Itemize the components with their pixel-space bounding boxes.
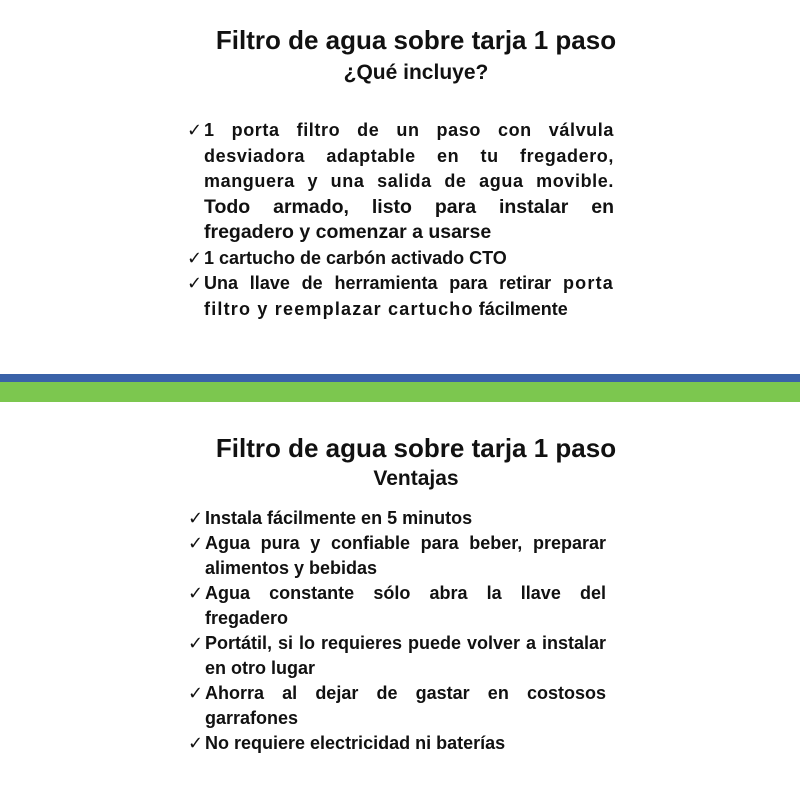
checkmark-icon: ✓	[188, 583, 204, 603]
list-item	[187, 271, 614, 322]
checkmark-icon: ✓	[187, 273, 203, 293]
list-item-text: Ahorra al dejar de gastar en costosos garrafones	[205, 683, 606, 728]
checkmark-icon: ✓	[188, 633, 204, 653]
includes-section	[0, 0, 800, 374]
list-item-text: Instala fácilmente en 5 minutos	[205, 508, 473, 528]
list-item-text: Agua constante sólo abra la llave del fregadero	[205, 583, 606, 628]
advantages-title: Filtro de agua sobre tarja 1 paso	[215, 433, 617, 463]
checkmark-icon: ✓	[187, 120, 203, 140]
includes-list	[187, 118, 614, 322]
advantages-subtitle: Ventajas	[373, 467, 459, 490]
list-item-text: No requiere electricidad ni baterías	[205, 733, 506, 753]
divider-green-band	[0, 382, 800, 402]
list-item-text: fácilmente	[478, 298, 568, 319]
checkmark-icon: ✓	[188, 533, 204, 553]
list-item-text: 1 porta filtro de un paso con válvula desviadora adaptable en tu fregadero, manguera y una salida de agua movible.	[204, 120, 614, 191]
list-item-text: Todo armado, listo para instalar en fregadero y comenzar a usarse	[204, 195, 614, 243]
list-item	[188, 731, 606, 756]
list-item-text: Agua pura y confiable para beber, preparar alimentos y bebidas	[205, 533, 606, 578]
divider-blue-band	[0, 374, 800, 382]
checkmark-icon: ✓	[188, 683, 204, 703]
list-item	[188, 681, 606, 731]
list-item-text: porta filtro y reemplazar cartucho	[204, 273, 614, 319]
list-item-text: Una llave de herramienta para retirar	[204, 273, 552, 293]
advantages-section	[0, 402, 800, 800]
includes-title: Filtro de agua sobre tarja 1 paso	[215, 25, 617, 55]
checkmark-icon: ✓	[188, 508, 204, 528]
list-item	[188, 531, 606, 581]
checkmark-icon: ✓	[187, 247, 203, 268]
advantages-list	[188, 506, 606, 756]
list-item-text: Portátil, si lo requieres puede volver a instalar en otro lugar	[205, 633, 606, 678]
list-item	[188, 581, 606, 631]
list-item	[188, 506, 606, 531]
includes-subtitle: ¿Qué incluye?	[343, 61, 489, 84]
checkmark-icon: ✓	[188, 733, 204, 753]
list-item	[187, 118, 614, 246]
list-item	[187, 246, 614, 272]
list-item	[188, 631, 606, 681]
list-item-text: 1 cartucho de carbón activado CTO	[204, 247, 507, 268]
